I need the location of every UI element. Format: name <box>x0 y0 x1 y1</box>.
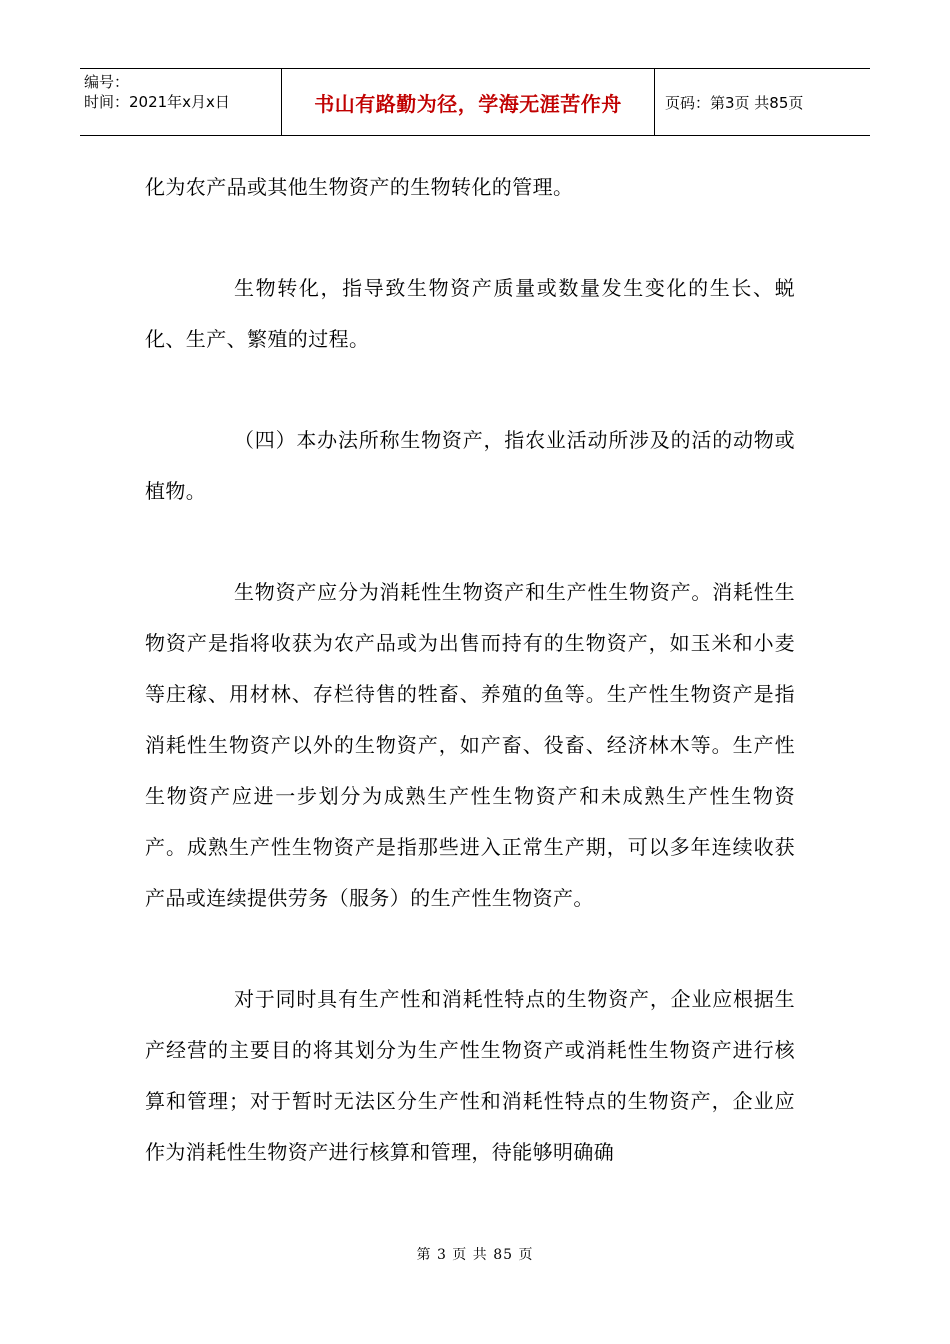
document-number-label: 编号： <box>84 73 130 91</box>
paragraph-continuation: 化为农产品或其他生物资产的生物转化的管理。 <box>145 175 574 199</box>
paragraph-biological-transformation: 生物转化，指导致生物资产质量或数量发生变化的生长、蜕化、生产、繁殖的过程。 <box>145 276 795 351</box>
page-footer: 第 3 页 共 85 页 <box>416 1247 534 1263</box>
paragraph-dual-characteristics: 对于同时具有生产性和消耗性特点的生物资产，企业应根据生产经营的主要目的将其划分为生产性生物资产或消耗性生物资产进行核算和管理；对于暂时无法区分生产性和消耗性特点的生物资产，企业应作为消耗性生物资产进行核算和管理，待能够明确确 <box>145 987 795 1164</box>
document-body <box>145 162 795 1178</box>
page-header <box>80 68 870 136</box>
paragraph-definition-biological-assets: （四）本办法所称生物资产，指农业活动所涉及的活的动物或植物。 <box>145 428 795 503</box>
header-meta <box>80 69 282 135</box>
document-date-label: 时间：2021年x月x日 <box>84 93 230 111</box>
header-motto: 书山有路勤为径，学海无涯苦作舟 <box>282 69 655 135</box>
paragraph-asset-classification: 生物资产应分为消耗性生物资产和生产性生物资产。消耗性生物资产是指将收获为农产品或为出售而持有的生物资产，如玉米和小麦等庄稼、用材林、存栏待售的牲畜、养殖的鱼等。生产性生物资产是指消耗性生物资产以外的生物资产，如产畜、役畜、经济林木等。生产性生物资产应进一步划分为成熟生产性生物资产和未成熟生产性生物资产。成熟生产性生物资产是指那些进入正常生产期，可以多年连续收获产品或连续提供劳务（服务）的生产性生物资产。 <box>145 580 795 910</box>
header-page-info: 页码：第3页 共85页 <box>665 93 804 112</box>
